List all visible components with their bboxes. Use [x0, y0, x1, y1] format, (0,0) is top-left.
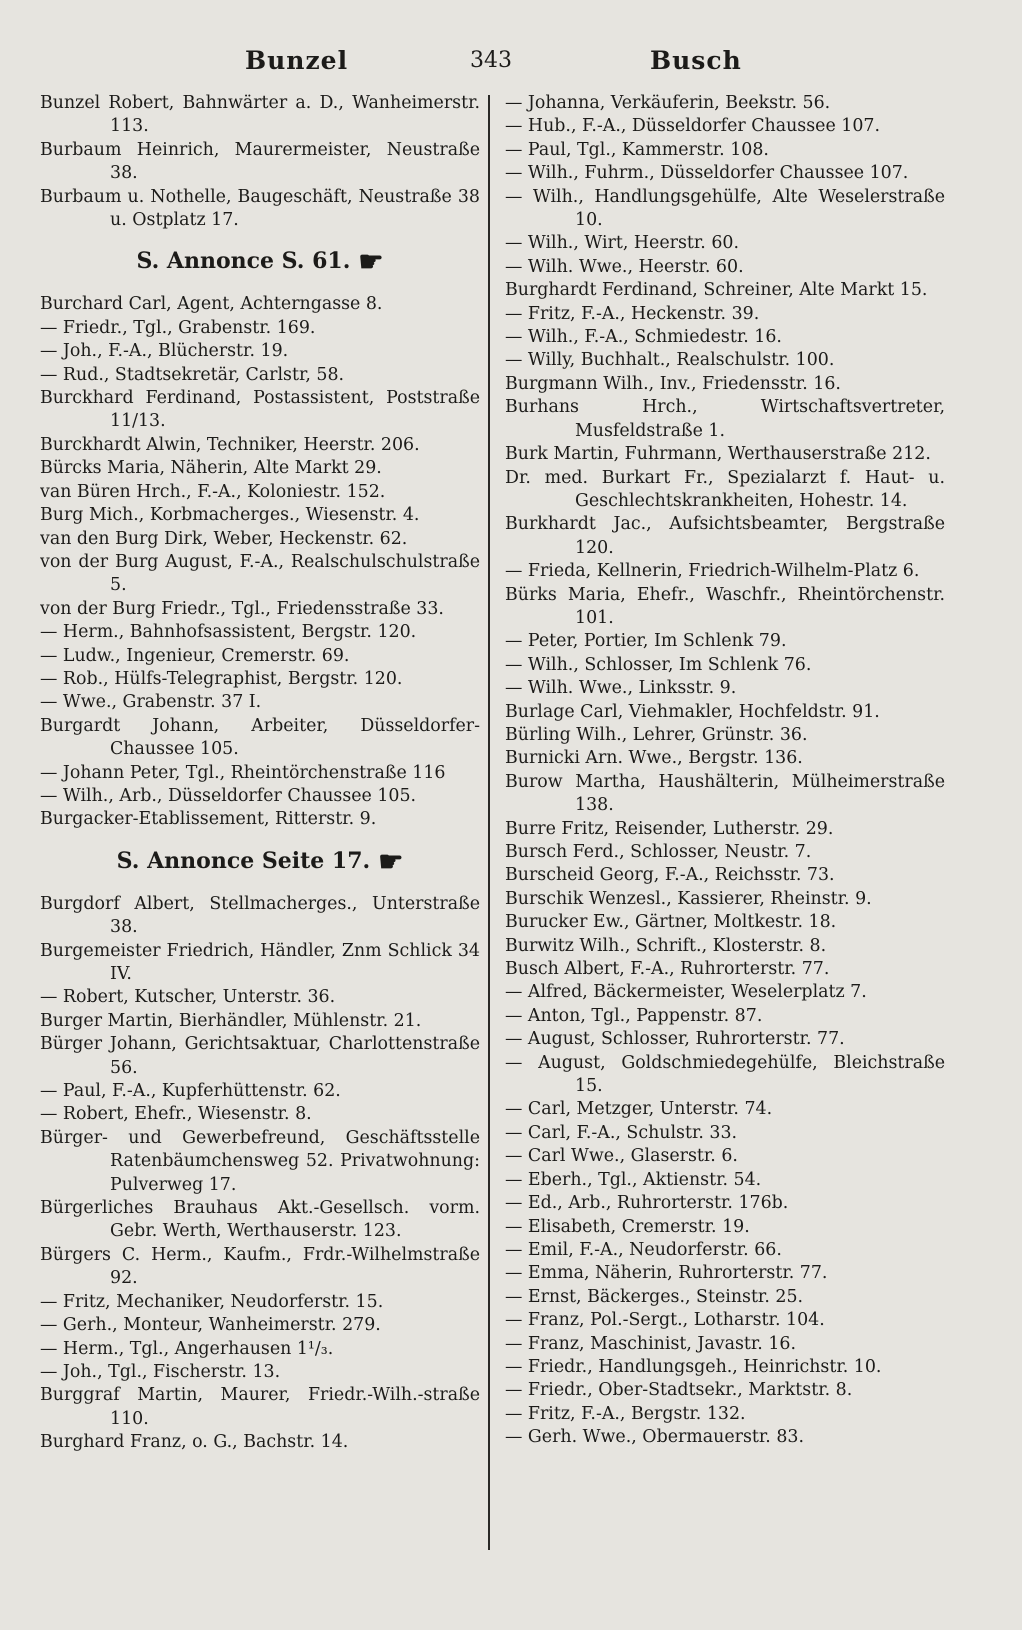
- directory-entry: — Wilh., Schlosser, Im Schlenk 76.: [505, 654, 812, 675]
- notice-text: S. Annonce S. 61.: [136, 248, 351, 275]
- directory-entry: Burnicki Arn. Wwe., Bergstr. 136.: [505, 748, 803, 769]
- directory-entry: — Wwe., Grabenstr. 37 I.: [40, 692, 262, 713]
- directory-entry: — Emma, Näherin, Ruhrorterstr. 77.: [505, 1263, 828, 1284]
- directory-entry: — Elisabeth, Cremerstr. 19.: [505, 1216, 750, 1237]
- directory-entry: Burucker Ew., Gärtner, Moltkestr. 18.: [505, 912, 837, 933]
- directory-entry: — Wilh., Wirt, Heerstr. 60.: [505, 233, 739, 254]
- pointing-hand-icon: ☛: [378, 844, 404, 878]
- directory-entry: — Robert, Kutscher, Unterstr. 36.: [40, 987, 336, 1008]
- directory-entry: — Alfred, Bäckermeister, Weselerplatz 7.: [505, 982, 867, 1003]
- directory-entry: Burbaum Heinrich, Maurermeister, Neustraße 38.: [40, 139, 480, 184]
- directory-entry: — Friedr., Handlungsgeh., Heinrichstr. 10.: [505, 1356, 882, 1377]
- directory-entry: Burghardt Ferdinand, Schreiner, Alte Markt 15.: [505, 280, 928, 301]
- directory-entry: von der Burg August, F.-A., Realschulschulstraße 5.: [40, 551, 480, 596]
- directory-entry: Busch Albert, F.-A., Ruhrorterstr. 77.: [505, 959, 830, 980]
- directory-entry: Bürcks Maria, Näherin, Alte Markt 29.: [40, 458, 382, 479]
- header-first-name: Bunzel: [245, 46, 349, 75]
- directory-entry: Bürgers C. Herm., Kaufm., Frdr.-Wilhelmstraße 92.: [40, 1244, 480, 1289]
- notice-text: S. Annonce Seite 17.: [116, 847, 371, 874]
- directory-entry: — Gerh., Monteur, Wanheimerstr. 279.: [40, 1315, 381, 1336]
- directory-entry: van Büren Hrch., F.-A., Koloniestr. 152.: [40, 481, 386, 502]
- left-column: [40, 92, 480, 1602]
- directory-entry: Burggraf Martin, Maurer, Friedr.-Wilh.-straße 110.: [40, 1385, 480, 1429]
- directory-entry: — Gerh. Wwe., Obermauerstr. 83.: [505, 1427, 804, 1448]
- directory-entry: — August, Schlosser, Ruhrorterstr. 77.: [505, 1029, 845, 1050]
- directory-entry: — Carl, F.-A., Schulstr. 33.: [505, 1122, 738, 1143]
- directory-entry: — Wilh., Arb., Düsseldorfer Chaussee 105.: [40, 785, 417, 806]
- column-divider: [488, 95, 490, 1550]
- directory-entry: — Wilh., Fuhrm., Düsseldorfer Chaussee 107.: [505, 163, 909, 184]
- directory-entry: Burger Martin, Bierhändler, Mühlenstr. 21.: [40, 1010, 422, 1031]
- advertisement-notice: [40, 245, 480, 279]
- directory-entry: Burgdorf Albert, Stellmacherges., Unterstraße 38.: [40, 893, 480, 938]
- directory-entry: — Franz, Pol.-Sergt., Lotharstr. 104.: [505, 1310, 825, 1331]
- directory-entry: Burwitz Wilh., Schrift., Klosterstr. 8.: [505, 935, 827, 956]
- directory-entry: Burgardt Johann, Arbeiter, Düsseldorfer-Chaussee 105.: [40, 715, 480, 760]
- directory-entry: — Herm., Tgl., Angerhausen 1¹/₃.: [40, 1338, 334, 1359]
- directory-entry: Burgmann Wilh., Inv., Friedensstr. 16.: [505, 373, 841, 394]
- directory-entry: — Carl, Metzger, Unterstr. 74.: [505, 1099, 773, 1120]
- directory-entry: Burbaum u. Nothelle, Baugeschäft, Neustraße 38 u. Ostplatz 17.: [40, 186, 480, 231]
- directory-entry: Burhans Hrch., Wirtschaftsvertreter, Musfeldstraße 1.: [505, 397, 945, 441]
- directory-entry: Burg Mich., Korbmacherges., Wiesenstr. 4.: [40, 505, 420, 526]
- directory-entry: Bürger- und Gewerbefreund, Geschäftsstelle Ratenbäumchensweg 52. Privatwohnung: Pulverweg 17.: [40, 1127, 480, 1195]
- directory-entry: — Emil, F.-A., Neudorferstr. 66.: [505, 1239, 782, 1260]
- directory-entry: Bürgerliches Brauhaus Akt.-Gesellsch. vorm. Gebr. Werth, Werthauserstr. 123.: [40, 1198, 480, 1242]
- directory-entry: — Franz, Maschinist, Javastr. 16.: [505, 1333, 796, 1354]
- directory-entry: — Rob., Hülfs-Telegraphist, Bergstr. 120.: [40, 668, 403, 689]
- pointing-hand-icon: ☛: [358, 245, 384, 279]
- directory-entry: — Wilh. Wwe., Heerstr. 60.: [505, 256, 744, 277]
- directory-entry: — Ed., Arb., Ruhrorterstr. 176b.: [505, 1193, 789, 1214]
- directory-entry: Burchard Carl, Agent, Achterngasse 8.: [40, 294, 383, 315]
- page-number: 343: [470, 48, 512, 73]
- directory-entry: — Joh., F.-A., Blücherstr. 19.: [40, 341, 289, 362]
- header-last-name: Busch: [650, 46, 742, 75]
- directory-entry: — Carl Wwe., Glaserstr. 6.: [505, 1146, 738, 1167]
- directory-entry: — Fritz, F.-A., Heckenstr. 39.: [505, 303, 760, 324]
- directory-entry: Burschik Wenzesl., Kassierer, Rheinstr. 9.: [505, 888, 872, 909]
- directory-entry: Bunzel Robert, Bahnwärter a. D., Wanheimerstr. 113.: [40, 93, 480, 137]
- directory-entry: — Friedr., Ober-Stadtsekr., Marktstr. 8.: [505, 1380, 853, 1401]
- directory-entry: Burckhard Ferdinand, Postassistent, Poststraße 11/13.: [40, 388, 480, 432]
- directory-entry: Dr. med. Burkart Fr., Spezialarzt f. Haut- u. Geschlechtskrankheiten, Hohestr. 14.: [505, 467, 945, 511]
- directory-entry: — Hub., F.-A., Düsseldorfer Chaussee 107.: [505, 116, 880, 137]
- directory-entry: Bursch Ferd., Schlosser, Neustr. 7.: [505, 842, 812, 862]
- directory-entry: — Eberh., Tgl., Aktienstr. 54.: [505, 1169, 762, 1190]
- directory-entry: van den Burg Dirk, Weber, Heckenstr. 62.: [40, 528, 408, 549]
- directory-entry: Burghard Franz, o. G., Bachstr. 14.: [40, 1432, 349, 1453]
- directory-entry: Burgacker-Etablissement, Ritterstr. 9.: [40, 809, 377, 830]
- page-header: [0, 40, 1022, 80]
- directory-entry: — Johann Peter, Tgl., Rheintörchenstraße 116: [40, 762, 446, 783]
- directory-entry: Bürling Wilh., Lehrer, Grünstr. 36.: [505, 724, 808, 745]
- directory-entry: — Herm., Bahnhofsassistent, Bergstr. 120.: [40, 622, 417, 643]
- directory-entry: — Frieda, Kellnerin, Friedrich-Wilhelm-Platz 6.: [505, 561, 920, 582]
- directory-entry: Burckhardt Alwin, Techniker, Heerstr. 206.: [40, 434, 420, 455]
- directory-entry: — Joh., Tgl., Fischerstr. 13.: [40, 1361, 281, 1382]
- directory-entry: — Fritz, F.-A., Bergstr. 132.: [505, 1403, 746, 1424]
- directory-entry: — Ludw., Ingenieur, Cremerstr. 69.: [40, 645, 350, 666]
- advertisement-notice: [40, 844, 480, 878]
- directory-entry: — Anton, Tgl., Pappenstr. 87.: [505, 1005, 763, 1026]
- directory-entry: Burre Fritz, Reisender, Lutherstr. 29.: [505, 818, 834, 839]
- directory-entry: — Wilh., F.-A., Schmiedestr. 16.: [505, 327, 782, 348]
- directory-entry: Burow Martha, Haushälterin, Mülheimerstraße 138.: [505, 771, 945, 816]
- directory-entry: — Robert, Ehefr., Wiesenstr. 8.: [40, 1104, 312, 1125]
- directory-entry: Burgemeister Friedrich, Händler, Znm Schlick 34 IV.: [40, 940, 480, 984]
- directory-entry: Bürks Maria, Ehefr., Waschfr., Rheintörchenstr. 101.: [505, 584, 945, 628]
- directory-entry: — Wilh. Wwe., Linksstr. 9.: [505, 678, 737, 699]
- directory-entry: — Willy, Buchhalt., Realschulstr. 100.: [505, 350, 835, 371]
- directory-entry: — Paul, F.-A., Kupferhüttenstr. 62.: [40, 1081, 341, 1102]
- directory-entry: — Wilh., Handlungsgehülfe, Alte Weselerstraße 10.: [505, 186, 945, 231]
- directory-entry: — August, Goldschmiedegehülfe, Bleichstraße 15.: [505, 1052, 945, 1097]
- directory-entry: Burk Martin, Fuhrmann, Werthauserstraße 212.: [505, 444, 931, 465]
- directory-entry: Burscheid Georg, F.-A., Reichsstr. 73.: [505, 865, 835, 886]
- directory-entry: — Fritz, Mechaniker, Neudorferstr. 15.: [40, 1291, 384, 1312]
- directory-entry: — Friedr., Tgl., Grabenstr. 169.: [40, 317, 316, 338]
- directory-entry: Burkhardt Jac., Aufsichtsbeamter, Bergstraße 120.: [505, 514, 945, 558]
- right-column: [505, 92, 945, 1602]
- directory-entry: — Paul, Tgl., Kammerstr. 108.: [505, 139, 769, 160]
- directory-entry: von der Burg Friedr., Tgl., Friedensstraße 33.: [40, 598, 444, 619]
- directory-entry: — Rud., Stadtsekretär, Carlstr, 58.: [40, 364, 345, 385]
- directory-entry: Burlage Carl, Viehmakler, Hochfeldstr. 91.: [505, 701, 880, 722]
- directory-entry: — Johanna, Verkäuferin, Beekstr. 56.: [505, 93, 831, 113]
- directory-entry: Bürger Johann, Gerichtsaktuar, Charlottenstraße 56.: [40, 1034, 480, 1078]
- directory-entry: — Ernst, Bäckerges., Steinstr. 25.: [505, 1286, 804, 1307]
- directory-entry: — Peter, Portier, Im Schlenk 79.: [505, 631, 787, 652]
